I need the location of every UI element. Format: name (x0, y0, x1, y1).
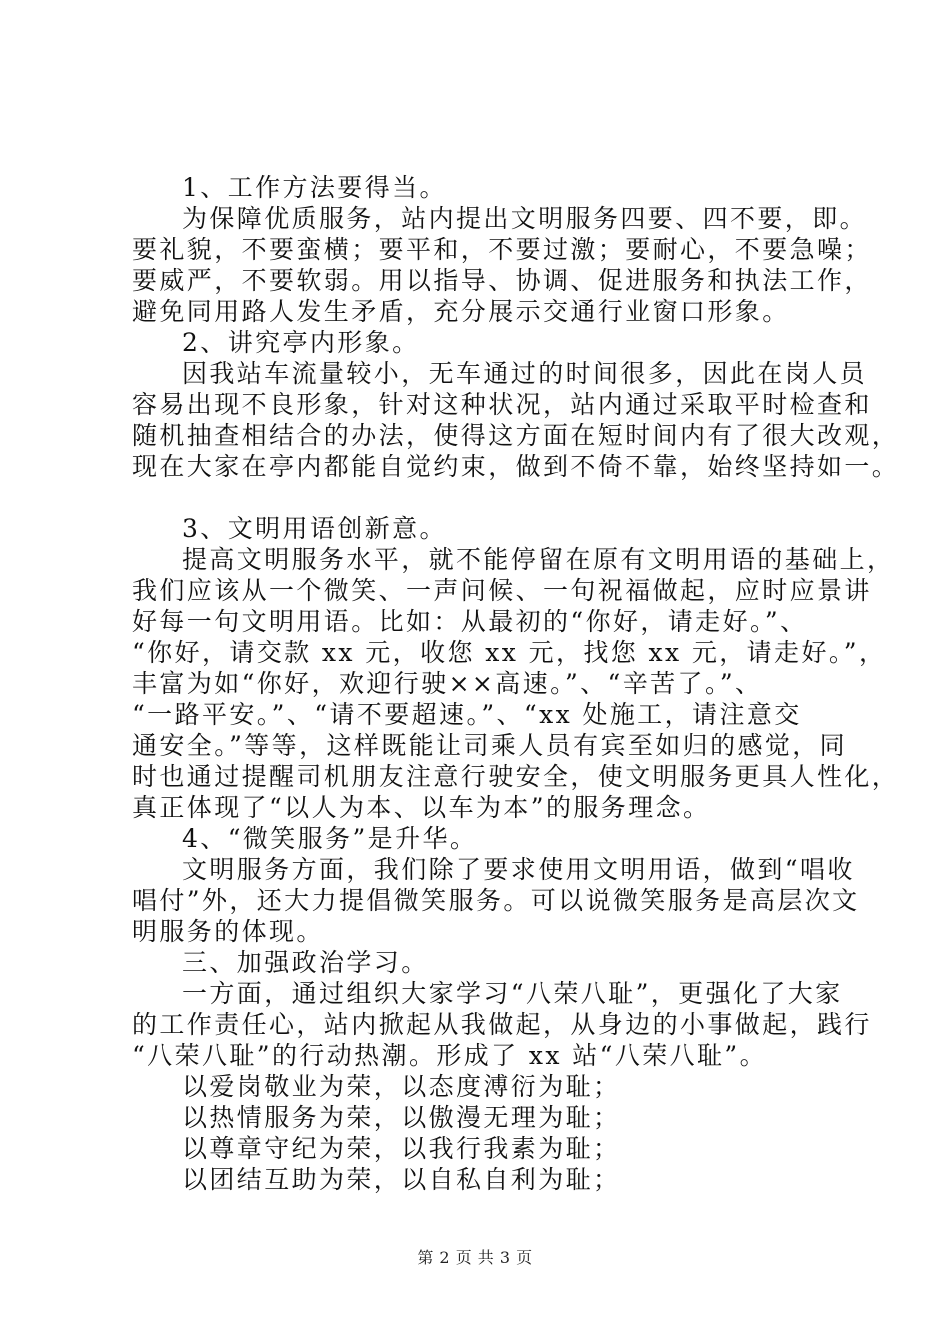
paragraph-line: 避免同用路人发生矛盾，充分展示交通行业窗口形象。 (132, 297, 790, 326)
paragraph-line: 提高文明服务水平，就不能停留在原有文明用语的基础上， (182, 545, 895, 574)
paragraph-line: 现在大家在亭内都能自觉约束，做到不倚不靠，始终坚持如一。 (132, 452, 900, 481)
paragraph-line: 明服务的体现。 (132, 917, 324, 946)
paragraph-line: “你好，请交款 xx 元，收您 xx 元，找您 xx 元，请走好。”， (132, 638, 887, 667)
paragraph-line: 的工作责任心，站内掀起从我做起，从身边的小事做起，践行 (132, 1010, 872, 1039)
list-item: 以热情服务为荣，以傲漫无理为耻； (182, 1103, 621, 1132)
heading-work-method: 1、工作方法要得当。 (182, 173, 447, 202)
paragraph-gap (132, 482, 832, 513)
paragraph-line: “一路平安。”、“请不要超速。”、“xx 处施工，请注意交 (132, 700, 802, 729)
document-body (132, 172, 900, 1195)
heading-civil-language: 3、文明用语创新意。 (182, 514, 447, 543)
paragraph-line: 因我站车流量较小，无车通过的时间很多，因此在岗人员 (182, 359, 868, 388)
heading-political-study: 三、加强政治学习。 (182, 948, 429, 977)
paragraph-line: 要礼貌，不要蛮横；要平和，不要过激；要耐心，不要急噪； (132, 235, 872, 264)
paragraph-line: 通安全。”等等，这样既能让司乘人员有宾至如归的感觉，同 (132, 731, 848, 760)
list-item: 以尊章守纪为荣，以我行我素为耻； (182, 1134, 621, 1163)
page-number-footer: 第 2 页 共 3 页 (417, 1248, 533, 1267)
paragraph-line: 一方面，通过组织大家学习“八荣八耻”，更强化了大家 (182, 979, 843, 1008)
paragraph-line: 为保障优质服务，站内提出文明服务四要、四不要，即。 (182, 204, 868, 233)
paragraph-line: 容易出现不良形象，针对这种状况，站内通过采取平时检查和 (132, 390, 872, 419)
paragraph-line: 唱付”外，还大力提倡微笑服务。可以说微笑服务是高层次文 (132, 886, 860, 915)
paragraph-line: 文明服务方面，我们除了要求使用文明用语，做到“唱收 (182, 855, 855, 884)
paragraph-line: 好每一句文明用语。比如：从最初的“你好，请走好。”、 (132, 607, 808, 636)
heading-booth-image: 2、讲究亭内形象。 (182, 328, 420, 357)
paragraph-line: “八荣八耻”的行动热潮。形成了 xx 站“八荣八耻”。 (132, 1041, 768, 1070)
paragraph-line: 丰富为如“你好，欢迎行驶××高速。”、“辛苦了。”、 (132, 669, 763, 698)
list-item: 以爱岗敬业为荣，以态度溥衍为耻； (182, 1072, 621, 1101)
paragraph-line: 随机抽查相结合的办法，使得这方面在短时间内有了很大改观， (132, 421, 900, 450)
paragraph-line: 我们应该从一个微笑、一声问候、一句祝福做起，应时应景讲 (132, 576, 872, 605)
heading-smile-service: 4、“微笑服务”是升华。 (182, 824, 478, 853)
paragraph-line: 时也通过提醒司机朋友注意行驶安全，使文明服务更具人性化， (132, 762, 900, 791)
paragraph-line: 真正体现了“以人为本、以车为本”的服务理念。 (132, 793, 711, 822)
paragraph-line: 要威严，不要软弱。用以指导、协调、促进服务和执法工作， (132, 266, 872, 295)
list-item: 以团结互助为荣，以自私自利为耻； (182, 1165, 621, 1194)
